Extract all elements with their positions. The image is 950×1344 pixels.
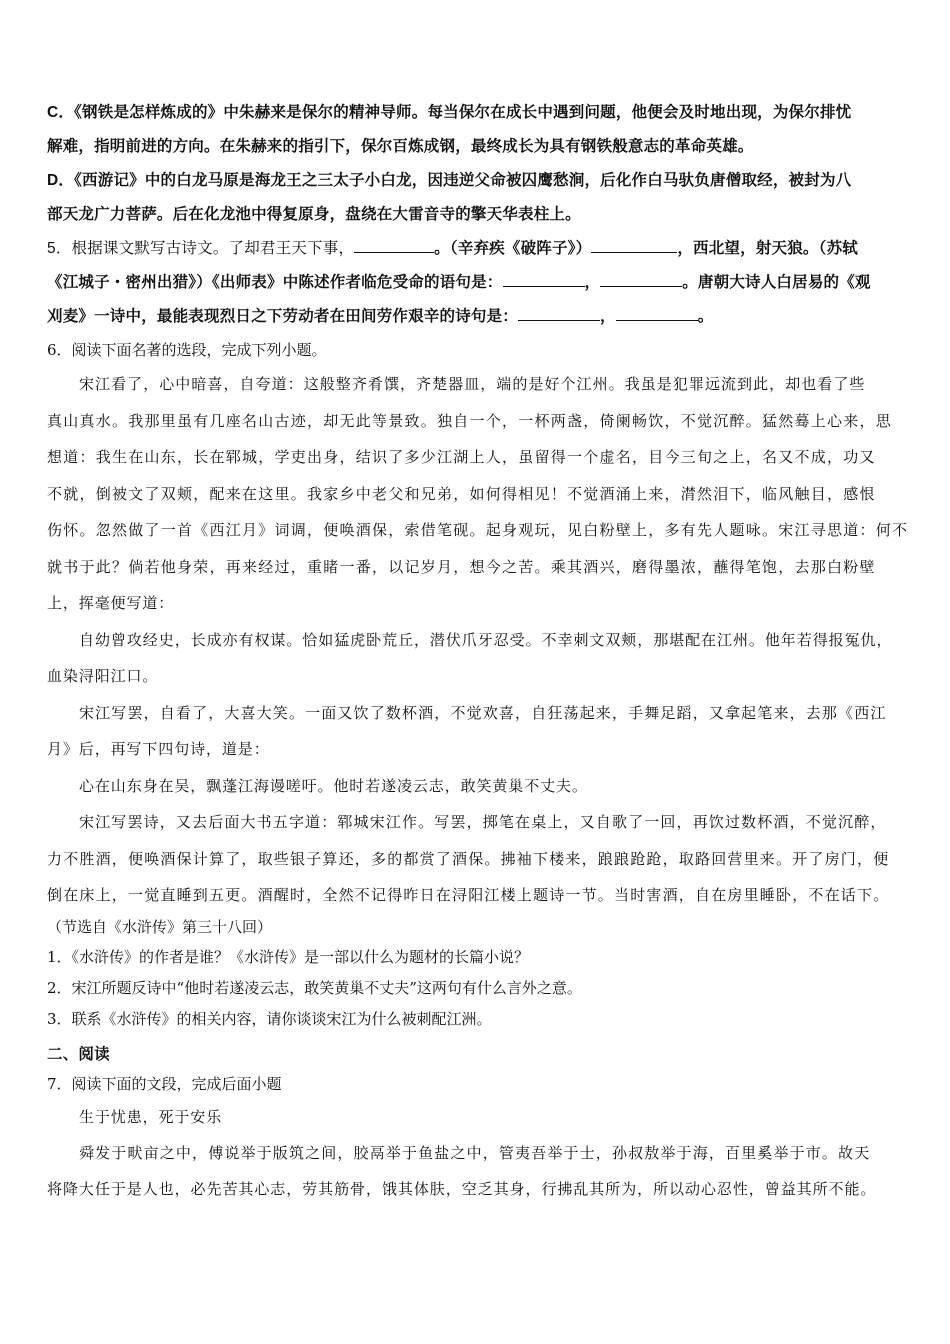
- passage-line: 宋江看了，心中暗喜，自夸道：这般整齐肴馔，齐楚器皿，端的是好个江州。我虽是犯罪远流到此，却也看了些: [79, 375, 866, 393]
- q6-question-1: 1．《水浒传》的作者是谁？《水浒传》是一部以什么为题材的长篇小说？: [47, 947, 530, 966]
- q6-source: （节选自《水浒传》第三十八回）: [47, 917, 273, 936]
- q6-poem1: [47, 622, 909, 695]
- passage-line: 力不胜酒，便唤酒保计算了，取些银子算还，多的都赏了酒保。拂袖下楼来，踉踉跄跄，取路回营里来。开了房门，便: [47, 849, 890, 868]
- option-d: [47, 164, 909, 232]
- q6-poem2: 心在山东身在吴，飘蓬江海谩嗟吁。他时若遂凌云志，敢笑黄巢不丈夫。: [79, 776, 588, 795]
- answer-blank[interactable]: [616, 306, 698, 321]
- poem-line: 血染浔阳江口。: [47, 667, 159, 685]
- q6-passage: [47, 366, 909, 622]
- q5-line3-text-a: 刈麦》一诗中，最能表现烈日之下劳动者在田间劳作艰辛的诗句是：: [47, 308, 519, 325]
- passage-line: 伤怀。忽然做了一首《西江月》词调，便唤酒保，索借笔砚。起身观玩，见白粉壁上，多有先人题咏。宋江寻思道：何不: [47, 521, 909, 539]
- question-5: [47, 232, 909, 334]
- passage-line: 上，挥毫便写道：: [47, 594, 175, 612]
- poem-line: 自幼曾攻经史，长成亦有权谋。恰如猛虎卧荒丘，潜伏爪牙忍受。不幸刺文双颊，那堪配在江州。他年若得报冤仇，: [79, 630, 893, 649]
- q6-questions: [47, 942, 909, 1035]
- passage-line: 真山真水。我那里虽有几座名山古迹，却无此等景致。独自一个，一杯两盏，倚阑畅饮，不觉沉醉。猛然蓦上心来，思: [47, 411, 893, 430]
- passage-line: 就书于此？倘若他身荣，再来经过，重睹一番，以记岁月，想今之苦。乘其酒兴，磨得墨浓，蘸得笔饱，去那白粉壁: [47, 557, 876, 576]
- q5-line2-text-a: 《江城子・密州出猎》）《出师表》中陈述作者临危受命的语句是：: [47, 274, 503, 291]
- answer-blank[interactable]: [518, 306, 600, 321]
- passage-line: 宋江写罢，自看了，大喜大笑。一面又饮了数杯酒，不觉欢喜，自狂荡起来，手舞足蹈，又拿起笔来，去那《西江: [79, 703, 887, 722]
- option-c-line2: 解难，指明前进的方向。在朱赫来的指引下，保尔百炼成钢，最终成长为具有钢铁般意志的革命英雄。: [47, 138, 754, 155]
- q5-line3-text-c: 。: [697, 308, 714, 325]
- q6-passage3: [47, 804, 909, 914]
- section-2-heading: 二、阅读: [47, 1045, 110, 1063]
- passage-line: 想道：我生在山东，长在郓城，学吏出身，结识了多少江湖上人，虽留得一个虚名，目今三旬之上，名又不成，功又: [47, 448, 876, 466]
- answer-blank[interactable]: [600, 272, 682, 287]
- option-c: [47, 96, 909, 164]
- question-6: [47, 334, 909, 1035]
- q5-line1-text-a: 5．根据课文默写古诗文。了却君王天下事，: [47, 240, 355, 257]
- q6-question-3: 3．联系《水浒传》的相关内容，请你谈谈宋江为什么被刺配江洲。: [47, 1009, 492, 1028]
- q6-question-2: 2．宋江所题反诗中“他时若遂凌云志，敢笑黄巢不丈夫”这两句有什么言外之意。: [47, 978, 582, 997]
- option-c-line1: C．《钢铁是怎样炼成的》中朱赫来是保尔的精神导师。每当保尔在成长中遇到问题，他便会及时地出现，为保尔排忧: [47, 104, 852, 121]
- passage-line: 不就，倒被文了双颊，配来在这里。我家乡中老父和兄弟，如何得相见！不觉酒涌上来，潸然泪下，临风触目，感恨: [47, 484, 876, 503]
- answer-blank[interactable]: [591, 238, 677, 253]
- answer-blank[interactable]: [354, 238, 434, 253]
- q5-line3-text-b: ，: [600, 308, 616, 325]
- q5-line3: [47, 300, 909, 334]
- passage-line: 宋江写罢诗，又去后面大书五字道：郓城宋江作。写罢，掷笔在桌上，又自歌了一回，再饮过数杯酒，不觉沉醉，: [79, 813, 887, 831]
- q5-line1: [47, 232, 909, 266]
- exam-page: [47, 96, 909, 1208]
- section-2: [47, 1039, 909, 1208]
- option-d-line1: D．《西游记》中的白龙马原是海龙王之三太子小白龙，因违逆父命被囚鹰愁涧，后化作白马驮负唐僧取经，被封为八: [47, 172, 852, 189]
- q6-heading: 6．阅读下面名著的选段，完成下列小题。: [47, 341, 327, 359]
- passage-line: 倒在床上，一觉直睡到五更。酒醒时，全然不记得昨日在浔阳江楼上题诗一节。当时害酒，自在房里睡卧，不在话下。: [47, 886, 890, 904]
- q5-line2-text-c: 。唐朝大诗人白居易的《观: [682, 274, 871, 291]
- q6-passage2: [47, 695, 909, 768]
- q5-line1-text-c: ，西北望，射天狼。（苏轼: [677, 240, 858, 257]
- q5-line1-text-b: 。（辛弃疾《破阵子》）: [434, 240, 592, 257]
- passage-line: 舜发于畎亩之中，傅说举于版筑之间，胶鬲举于鱼盐之中，管夷吾举于士，孙叔敖举于海，百里奚举于市。故天: [79, 1143, 871, 1162]
- q5-line2: [47, 266, 909, 300]
- passage-line: 将降大任于是人也，必先苦其心志，劳其筋骨，饿其体肤，空乏其身，行拂乱其所为，所以动心忍性，曾益其所不能。: [47, 1180, 877, 1198]
- passage-title: 生于忧患，死于安乐: [79, 1107, 223, 1126]
- q5-line2-text-b: ，: [584, 274, 601, 291]
- option-d-line2: 部天龙广力菩萨。后在化龙池中得复原身，盘绕在大雷音寺的擎天华表柱上。: [47, 206, 581, 223]
- answer-blank[interactable]: [503, 272, 585, 287]
- q7-heading: 7．阅读下面的文段，完成后面小题: [47, 1074, 282, 1093]
- passage-line: 月》后，再写下四句诗，道是：: [47, 740, 270, 758]
